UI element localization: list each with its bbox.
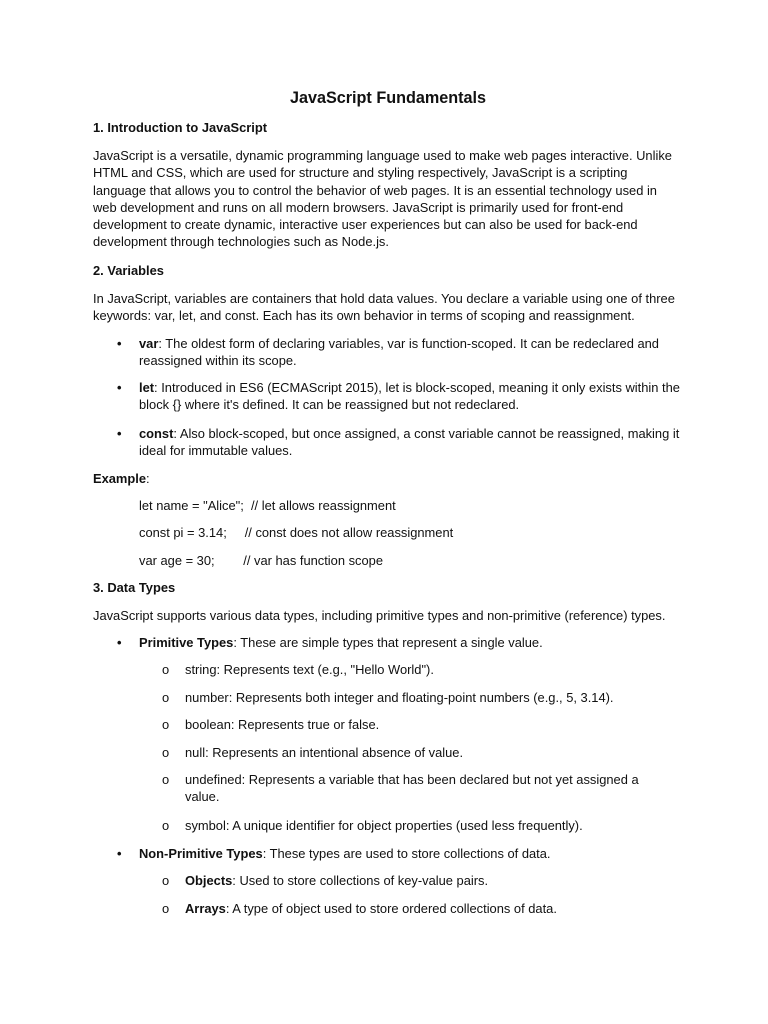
sub-item-text: symbol: A unique identifier for object properties (used less frequently). (185, 818, 583, 833)
sub-bullet-glyph: o (162, 690, 170, 705)
bullet-glyph: • (117, 336, 122, 351)
sub-item-text (185, 872, 645, 889)
list-item-text (139, 845, 683, 862)
example-label: Example (93, 471, 147, 486)
desc-non-primitive-types: : These types are used to store collections of data. (262, 846, 551, 861)
bullet-glyph: • (117, 846, 122, 861)
code-line-2: const pi = 3.14; // const does not allow reassignment (139, 525, 454, 540)
sub-item-text: null: Represents an intentional absence of value. (185, 745, 464, 760)
sub-item-text: number: Represents both integer and floating-point numbers (e.g., 5, 3.14). (185, 690, 614, 705)
term-let: let (139, 380, 155, 395)
sub-item-text (185, 900, 645, 917)
sub-bullet-glyph: o (162, 717, 170, 732)
term-primitive-types: Primitive Types (139, 635, 234, 650)
variables-paragraph: In JavaScript, variables are containers that hold data values. You declare a variable using one of three keywords: var, let, and const. Each has its own behavior in terms of scoping and reassignment. (93, 291, 675, 324)
page-title: JavaScript Fundamentals (289, 89, 487, 107)
term-const: const (139, 426, 174, 441)
term-non-primitive-types: Non-Primitive Types (139, 846, 263, 861)
list-item-text (139, 379, 683, 414)
term-var: var (139, 336, 159, 351)
list-item-text (139, 335, 683, 370)
bullet-glyph: • (117, 380, 122, 395)
example-colon: : (146, 471, 150, 486)
desc-var: : The oldest form of declaring variables, var is function-scoped. It can be redeclared and reassigned within its scope. (139, 336, 659, 369)
desc-primitive-types: : These are simple types that represent a single value. (233, 635, 543, 650)
sub-bullet-glyph: o (162, 772, 170, 787)
desc-objects: : Used to store collections of key-value pairs. (232, 873, 489, 888)
sub-bullet-glyph: o (162, 873, 170, 888)
sub-bullet-glyph: o (162, 745, 170, 760)
data-types-paragraph: JavaScript supports various data types, including primitive types and non-primitive (reference) types. (93, 608, 666, 623)
section-heading-data-types: 3. Data Types (93, 580, 176, 595)
desc-arrays: : A type of object used to store ordered collections of data. (225, 901, 557, 916)
list-item-text (139, 425, 683, 460)
sub-item-text: string: Represents text (e.g., "Hello World"). (185, 662, 434, 677)
section-heading-variables: 2. Variables (93, 263, 164, 278)
sub-bullet-glyph: o (162, 818, 170, 833)
sub-bullet-glyph: o (162, 901, 170, 916)
code-line-3: var age = 30; // var has function scope (139, 553, 383, 568)
sub-item-text: undefined: Represents a variable that has been declared but not yet assigned a value. (185, 772, 639, 805)
bullet-glyph: • (117, 635, 122, 650)
code-line-1: let name = "Alice"; // let allows reassignment (139, 498, 396, 513)
term-objects: Objects (185, 873, 233, 888)
sub-item-text: boolean: Represents true or false. (185, 717, 380, 732)
list-item-text (139, 634, 683, 651)
intro-paragraph: JavaScript is a versatile, dynamic programming language used to make web pages interactive. Unlike HTML and CSS, which are used for structure and styling respectively, JavaScript is a scripting language that allows you to control the behavior of web pages. It is an essential technology used in web development and runs on all modern browsers. JavaScript is primarily used for front-end development to create dynamic, interactive user experiences but can also be used for back-end development through technologies such as Node.js. (93, 148, 672, 250)
term-arrays: Arrays (185, 901, 226, 916)
example-label-line (93, 470, 683, 487)
desc-let: : Introduced in ES6 (ECMAScript 2015), let is block-scoped, meaning it only exists within the block {} where it's defined. It can be reassigned but not redeclared. (139, 380, 680, 413)
sub-bullet-glyph: o (162, 662, 170, 677)
section-heading-intro: 1. Introduction to JavaScript (93, 120, 268, 135)
desc-const: : Also block-scoped, but once assigned, a const variable cannot be reassigned, making it ideal for immutable values. (139, 426, 680, 459)
bullet-glyph: • (117, 426, 122, 441)
